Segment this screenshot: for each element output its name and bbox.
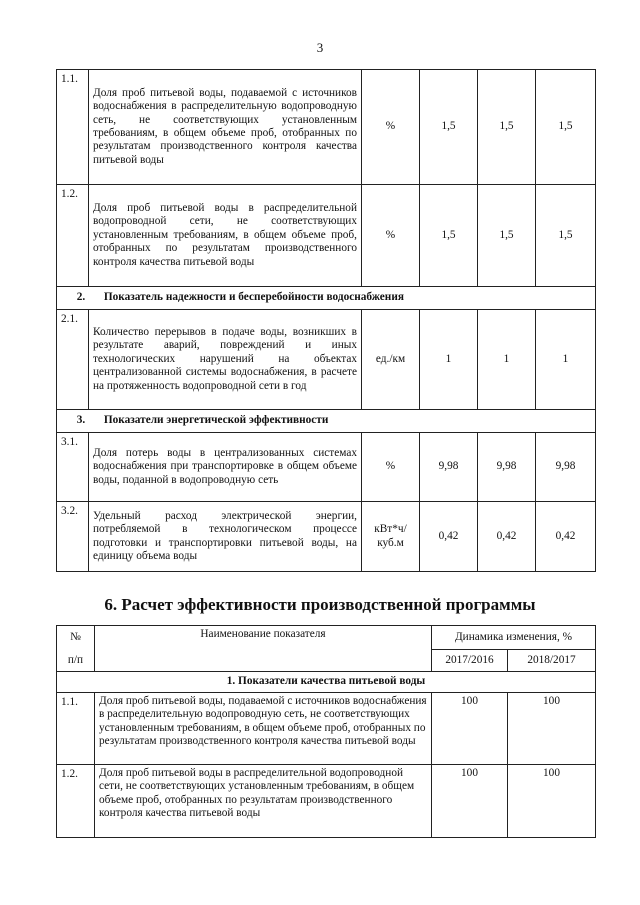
table-row xyxy=(57,502,596,572)
table-row xyxy=(57,310,596,410)
unit-cell: % xyxy=(362,70,420,185)
row-number: 3.1. xyxy=(57,433,89,502)
indicator-description: Доля проб питьевой воды в распределительной водопроводной сети, не соответствующих установленным требованиям, в общем объеме проб, отобранных по результатам производственного контроля качества питьевой воды xyxy=(89,185,362,287)
unit-cell: ед./км xyxy=(362,310,420,410)
header-dynamics: Динамика изменения, % xyxy=(432,626,596,650)
section-title: 1. Показатели качества питьевой воды xyxy=(57,672,596,693)
unit-cell: % xyxy=(362,433,420,502)
section-heading: 6. Расчет эффективности производственной программы xyxy=(104,595,536,614)
value-cell: 100 xyxy=(432,693,508,765)
section-row xyxy=(57,672,596,693)
section-label: Показатель надежности и бесперебойности водоснабжения xyxy=(103,291,404,304)
value-cell: 1,5 xyxy=(478,70,536,185)
indicator-description: Доля проб питьевой воды, подаваемой с источников водоснабжения в распределительную водопроводную сеть, не соответствующих установленным требованиям, в общем объеме проб, отобранных по результатам производственного контроля качества питьевой воды xyxy=(89,70,362,185)
header-year-2: 2018/2017 xyxy=(508,650,596,672)
table-row xyxy=(57,185,596,287)
row-number: 1.1. xyxy=(57,70,89,185)
efficiency-table xyxy=(56,625,596,838)
section-row xyxy=(57,287,596,310)
row-number: 3.2. xyxy=(57,502,89,572)
value-cell: 0,42 xyxy=(420,502,478,572)
value-cell: 100 xyxy=(432,765,508,838)
value-cell: 9,98 xyxy=(420,433,478,502)
value-cell: 9,98 xyxy=(478,433,536,502)
indicator-description: Удельный расход электрической энергии, потребляемой в технологическом процессе подготовки и транспортировки питьевой воды, на единицу объема воды xyxy=(89,502,362,572)
page-number: 3 xyxy=(316,40,324,55)
header-year-1: 2017/2016 xyxy=(432,650,508,672)
table-row xyxy=(57,693,596,765)
header-indicator-name: Наименование показателя xyxy=(95,626,432,672)
indicator-description: Доля проб питьевой воды в распределительной водопроводной сети, не соответствующих установленным требованиям, в общем объеме проб, отобранных по результатам производственного контроля качества питьевой воды xyxy=(95,765,432,838)
section-number: 3. xyxy=(76,414,86,427)
value-cell: 1,5 xyxy=(478,185,536,287)
table-row xyxy=(57,433,596,502)
value-cell: 0,42 xyxy=(478,502,536,572)
header-number-top: № xyxy=(57,626,95,650)
section-title xyxy=(57,287,596,310)
indicator-description: Доля потерь воды в централизованных системах водоснабжения при транспортировке в общем объеме воды, поданной в водопроводную сеть xyxy=(89,433,362,502)
value-cell: 100 xyxy=(508,693,596,765)
header-number-bottom: п/п xyxy=(57,650,95,672)
table-row xyxy=(57,70,596,185)
table-row xyxy=(57,765,596,838)
row-number: 1.2. xyxy=(57,765,95,838)
row-number: 1.1. xyxy=(57,693,95,765)
section-title xyxy=(57,410,596,433)
value-cell: 1,5 xyxy=(420,185,478,287)
value-cell: 0,42 xyxy=(536,502,596,572)
row-number: 2.1. xyxy=(57,310,89,410)
indicators-table xyxy=(56,69,596,572)
section-label: Показатели энергетической эффективности xyxy=(103,414,329,427)
indicator-description: Количество перерывов в подаче воды, возникших в результате аварий, повреждений и иных технологических нарушений на объектах централизованной системы водоснабжения, в расчете на протяженность водопроводной сети в год xyxy=(89,310,362,410)
header-row xyxy=(57,626,596,650)
section-number: 2. xyxy=(76,291,86,304)
value-cell: 1,5 xyxy=(536,185,596,287)
value-cell: 1 xyxy=(478,310,536,410)
value-cell: 9,98 xyxy=(536,433,596,502)
indicator-description: Доля проб питьевой воды, подаваемой с источников водоснабжения в распределительную водопроводную сеть, не соответствующих установленным требованиям, в общем объеме проб, отобранных по результатам производственного контроля качества питьевой воды xyxy=(95,693,432,765)
value-cell: 100 xyxy=(508,765,596,838)
value-cell: 1,5 xyxy=(420,70,478,185)
value-cell: 1 xyxy=(536,310,596,410)
value-cell: 1,5 xyxy=(536,70,596,185)
unit-cell: % xyxy=(362,185,420,287)
row-number: 1.2. xyxy=(57,185,89,287)
section-row xyxy=(57,410,596,433)
value-cell: 1 xyxy=(420,310,478,410)
unit-cell: кВт*ч/куб.м xyxy=(362,502,420,572)
